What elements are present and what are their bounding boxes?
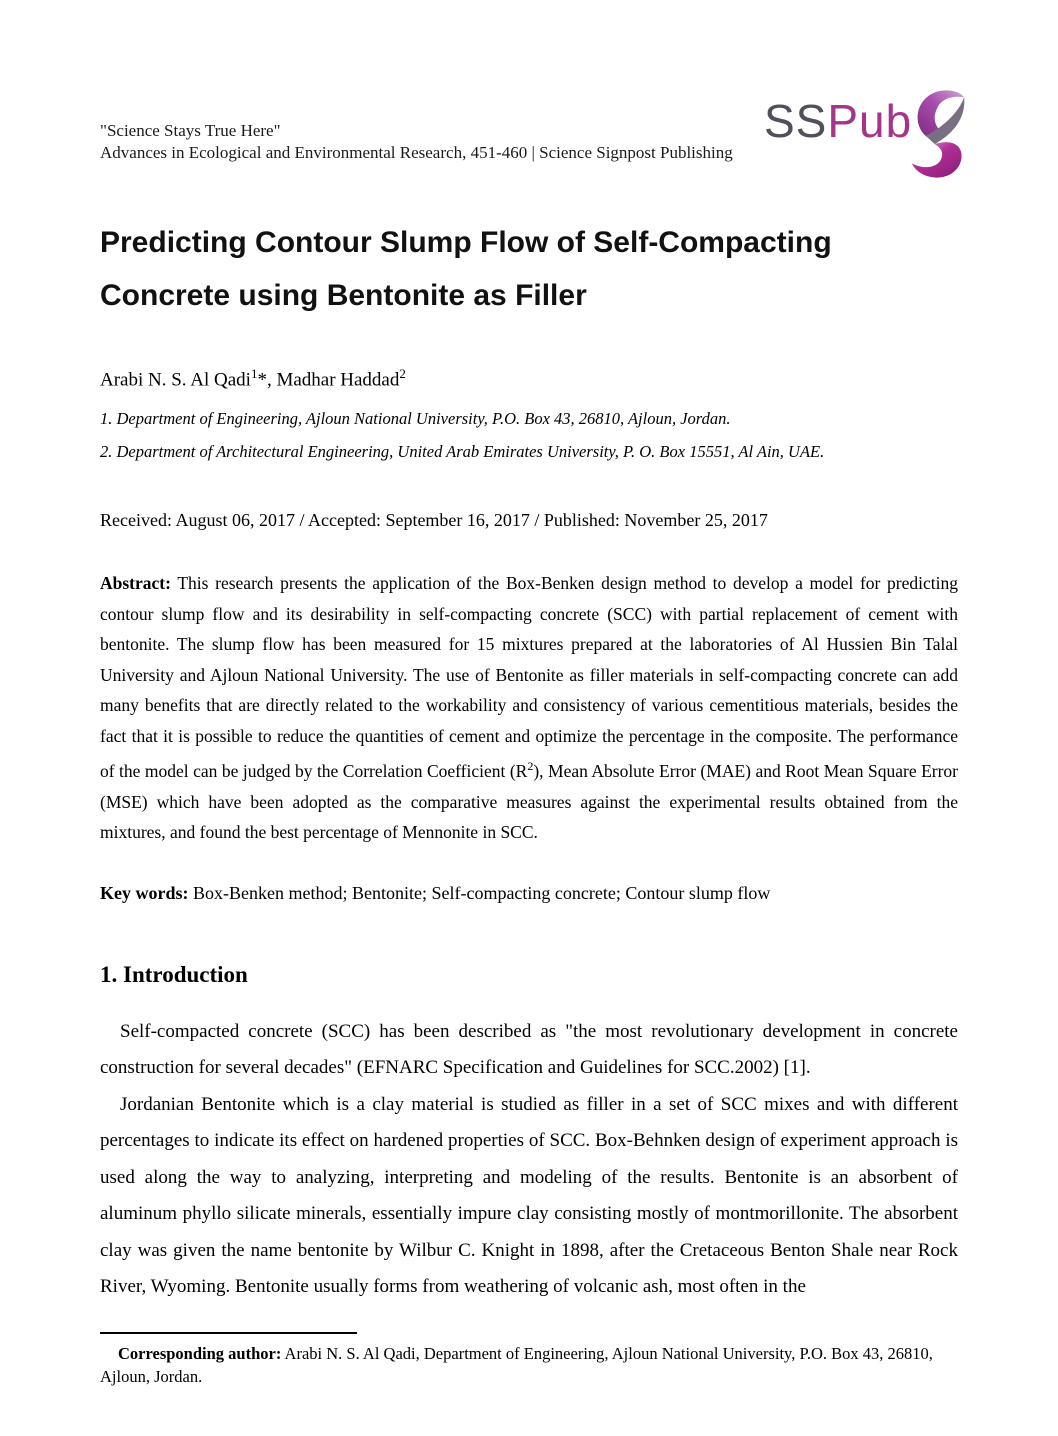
affiliations [100,402,958,468]
publisher-logo [764,84,974,188]
paper-title [100,216,958,322]
dates-line: Received: August 06, 2017 / Accepted: September 16, 2017 / Published: November 25, 2017 [100,510,768,531]
affiliation-1: 1. Department of Engineering, Ajloun National University, P.O. Box 43, 26810, Ajloun, Jordan. [100,409,731,429]
corresponding-author-footnote [100,1342,958,1388]
keywords-text: Box-Benken method; Bentonite; Self-compacting concrete; Contour slump flow [188,882,771,903]
abstract-label: Abstract: [100,573,171,594]
introduction-paragraph-1: Self-compacted concrete (SCC) has been described as "the most revolutionary development in concrete construction for several decades" (EFNARC Specification and Guidelines for SCC.2002) [1]. [100,1020,958,1079]
keywords-line [100,880,958,906]
section-heading-introduction: 1. Introduction [100,961,248,987]
affiliation-2: 2. Department of Architectural Engineering, United Arab Emirates University, P. O. Box 15551, Al Ain, UAE. [100,442,825,462]
author-2-name: Madhar Haddad [276,369,400,391]
footnote-label: Corresponding author: [118,1343,282,1363]
journal-tagline: "Science Stays True Here" [100,121,281,140]
paper-title-line1: Predicting Contour Slump Flow of Self-Compacting [100,226,832,259]
abstract-text-part2: ), Mean Absolute Error (MAE) and Root Mean Square Error (MSE) which have been adopted as the comparative measures against the experimental results obtained from the mixtures, and found the best percentage of Mennonite in SCC. [100,761,959,843]
logo-ss-text: SS [764,95,828,147]
page-header [100,0,958,170]
footnote-text: Arabi N. S. Al Qadi, Department of Engineering, Ajloun National University, P.O. Box 43, 26810, Ajloun, Jordan. [100,1343,933,1386]
journal-citation-line: Advances in Ecological and Environmental Research, 451-460 | Science Signpost Publishing [100,143,733,162]
s-ribbon-icon [900,84,966,184]
footnote-separator [100,1332,357,1334]
logo-pub-text: Pub [827,95,913,147]
author-1-affiliation-marker: 1 [250,366,258,381]
publisher-logo-text [764,95,913,147]
author-separator: , [266,369,277,391]
author-1-name: Arabi N. S. Al Qadi [100,369,251,391]
abstract-paragraph [100,568,958,847]
corresponding-author-star: * [257,369,267,391]
r-squared-superscript: 2 [527,759,534,774]
keywords-label: Key words: [100,882,189,903]
author-2-affiliation-marker: 2 [399,366,406,381]
introduction-paragraph-2: Jordanian Bentonite which is a clay material is studied as filler in a set of SCC mixes and with different percentages to indicate its effect on hardened properties of SCC. Box-Behnken design of experiment approach is used along the way to analyzing, interpreting and modeling of the results. Bentonite is an absorbent of aluminum phyllo silicate minerals, essentially impure clay consisting mostly of montmorillonite. The absorbent clay was given the name bentonite by Wilbur C. Knight in 1898, after the Cretaceous Benton Shale near Rock River, Wyoming. Bentonite usually forms from weathering of volcanic ash, most often in the [100,1093,958,1298]
paper-title-line2: Concrete using Bentonite as Filler [100,279,587,312]
author-line [100,362,958,392]
abstract-text-part1: This research presents the application of the Box-Benken design method to develop a model for predicting contour slump flow and its desirability in self-compacting concrete (SCC) with partial replacement of cement with bentonite. The slump flow has been measured for 15 mixtures prepared at the laboratories of Al Hussien Bin Talal University and Ajloun National University. The use of Bentonite as filler materials in self-compacting concrete can add many benefits that are directly related to the workability and consistency of various cementitious materials, besides the fact that it is possible to reduce the quantities of cement and optimize the percentage in the composite. The performance of the model can be judged by the Correlation Coefficient (R [100,573,958,782]
